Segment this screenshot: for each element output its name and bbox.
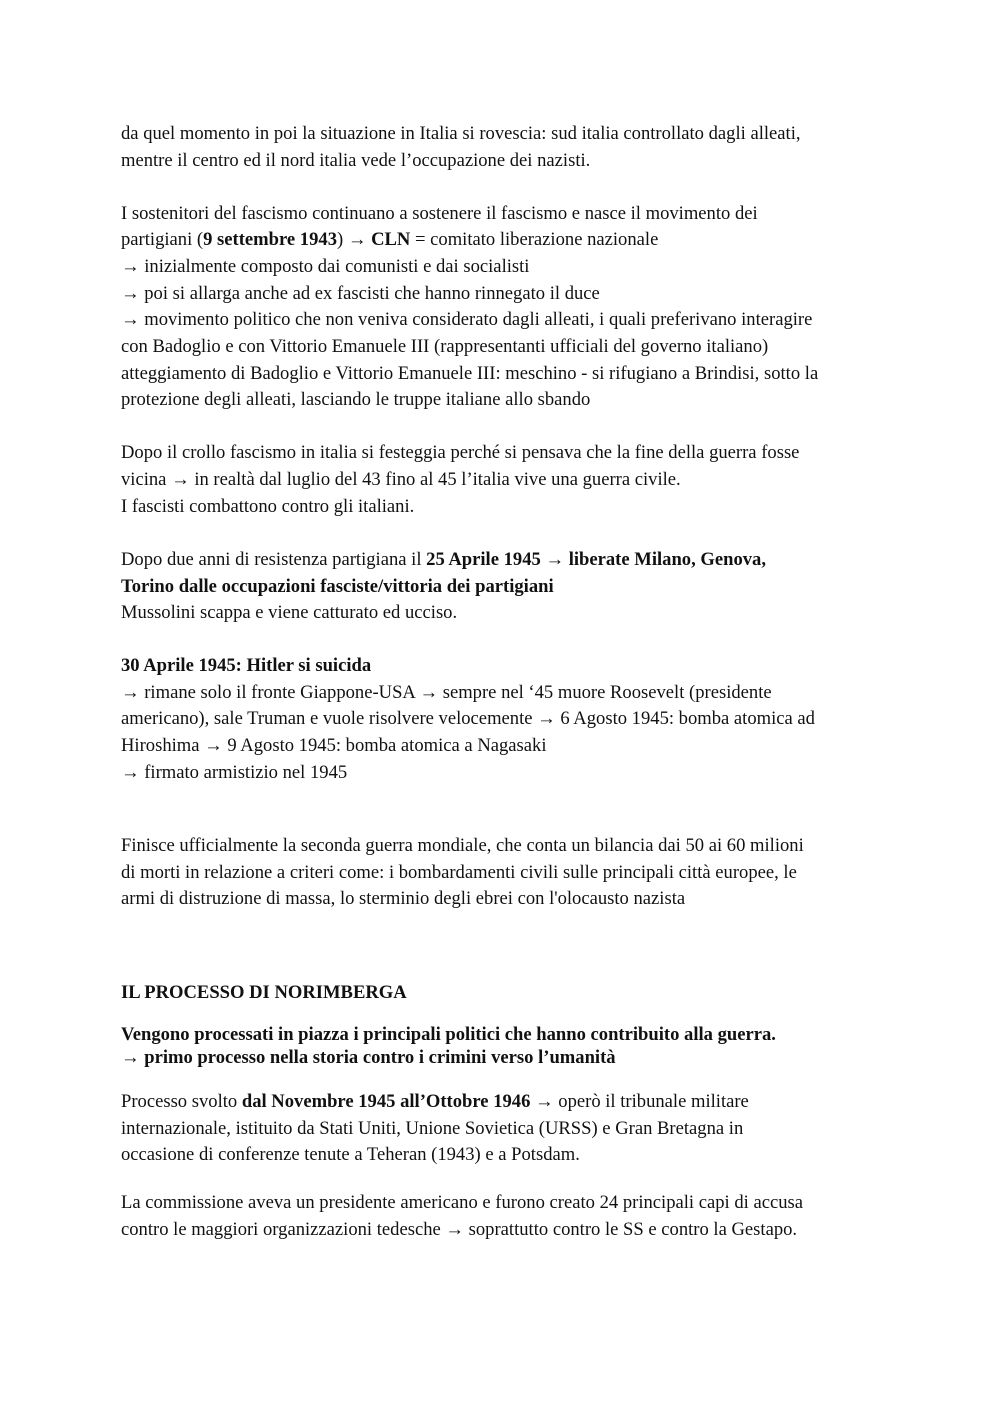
text-line: → firmato armistizio nel 1945	[121, 762, 348, 783]
text-span: ) →	[337, 229, 372, 250]
text-line: → inizialmente composto dai comunisti e dai socialisti	[121, 256, 530, 277]
text-line: occasione di conferenze tenute a Teheran (1943) e a Potsdam.	[121, 1144, 580, 1165]
section-heading: IL PROCESSO DI NORIMBERGA	[121, 982, 407, 1003]
text-line	[121, 1089, 749, 1115]
text-line	[121, 1045, 616, 1071]
bold-text: 30 Aprile 1945: Hitler si suicida	[121, 655, 372, 676]
bold-text: Vengono processati in piazza i principali politici che hanno contribuito alla guerra.	[121, 1024, 776, 1045]
text-line: armi di distruzione di massa, lo sterminio degli ebrei con l'olocausto nazista	[121, 888, 686, 909]
text-span: Processo svolto	[121, 1091, 242, 1112]
date-highlight: dal Novembre 1945 all’Ottobre 1946	[241, 1091, 531, 1112]
text-line: Dopo il crollo fascismo in italia si festeggia perché si pensava che la fine della guerra fosse	[121, 442, 800, 463]
text-line: Mussolini scappa e viene catturato ed ucciso.	[121, 602, 458, 623]
text-line: Finisce ufficialmente la seconda guerra mondiale, che conta un bilancia dai 50 ai 60 milioni	[121, 835, 804, 856]
text-line: contro le maggiori organizzazioni tedesche → soprattutto contro le SS e contro la Gestapo.	[121, 1219, 798, 1240]
text-line: vicina → in realtà dal luglio del 43 fino al 45 l’italia vive una guerra civile.	[121, 469, 681, 490]
text-line: → rimane solo il fronte Giappone-USA → sempre nel ‘45 muore Roosevelt (presidente	[121, 682, 772, 703]
text-line: protezione degli alleati, lasciando le truppe italiane allo sbando	[121, 389, 591, 410]
text-line: americano), sale Truman e vuole risolvere velocemente → 6 Agosto 1945: bomba atomica ad	[121, 708, 815, 729]
text-span: Dopo due anni di resistenza partigiana il	[121, 549, 427, 570]
bold-text: → primo processo nella storia contro i crimini verso l’umanità	[121, 1047, 616, 1068]
text-line	[121, 227, 658, 253]
text-line: con Badoglio e con Vittorio Emanuele III (rappresentanti ufficiali del governo italiano)	[121, 336, 769, 357]
bold-text: 25 Aprile 1945 → liberate Milano, Genova,	[426, 549, 766, 570]
text-span: = comitato liberazione nazionale	[410, 229, 659, 250]
text-span: partigiani (	[121, 229, 204, 250]
text-line: atteggiamento di Badoglio e Vittorio Emanuele III: meschino - si rifugiano a Brindisi, sotto la	[121, 363, 819, 384]
text-line: Hiroshima → 9 Agosto 1945: bomba atomica a Nagasaki	[121, 735, 547, 756]
text-line: internazionale, istituito da Stati Uniti, Unione Sovietica (URSS) e Gran Bretagna in	[121, 1118, 744, 1139]
acronym-highlight: CLN	[371, 229, 411, 250]
text-line: La commissione aveva un presidente americano e furono creato 24 principali capi di accusa	[121, 1192, 804, 1213]
text-line	[121, 574, 554, 600]
text-line	[121, 653, 371, 679]
text-span: → operò il tribunale militare	[530, 1091, 749, 1112]
text-line: I fascisti combattono contro gli italiani.	[121, 496, 415, 517]
text-line: → poi si allarga anche ad ex fascisti che hanno rinnegato il duce	[121, 283, 600, 304]
text-line: da quel momento in poi la situazione in Italia si rovescia: sud italia controllato dagli alleati,	[121, 123, 801, 144]
date-highlight: 9 settembre 1943	[203, 229, 337, 250]
text-line: di morti in relazione a criteri come: i bombardamenti civili sulle principali città europee, le	[121, 862, 797, 883]
bold-text: Torino dalle occupazioni fasciste/vittoria dei partigiani	[121, 576, 554, 597]
text-line	[121, 547, 766, 573]
text-line: mentre il centro ed il nord italia vede l’occupazione dei nazisti.	[121, 150, 591, 171]
text-line: → movimento politico che non veniva considerato dagli alleati, i quali preferivano interagire	[121, 309, 813, 330]
text-line: I sostenitori del fascismo continuano a sostenere il fascismo e nasce il movimento dei	[121, 203, 758, 224]
